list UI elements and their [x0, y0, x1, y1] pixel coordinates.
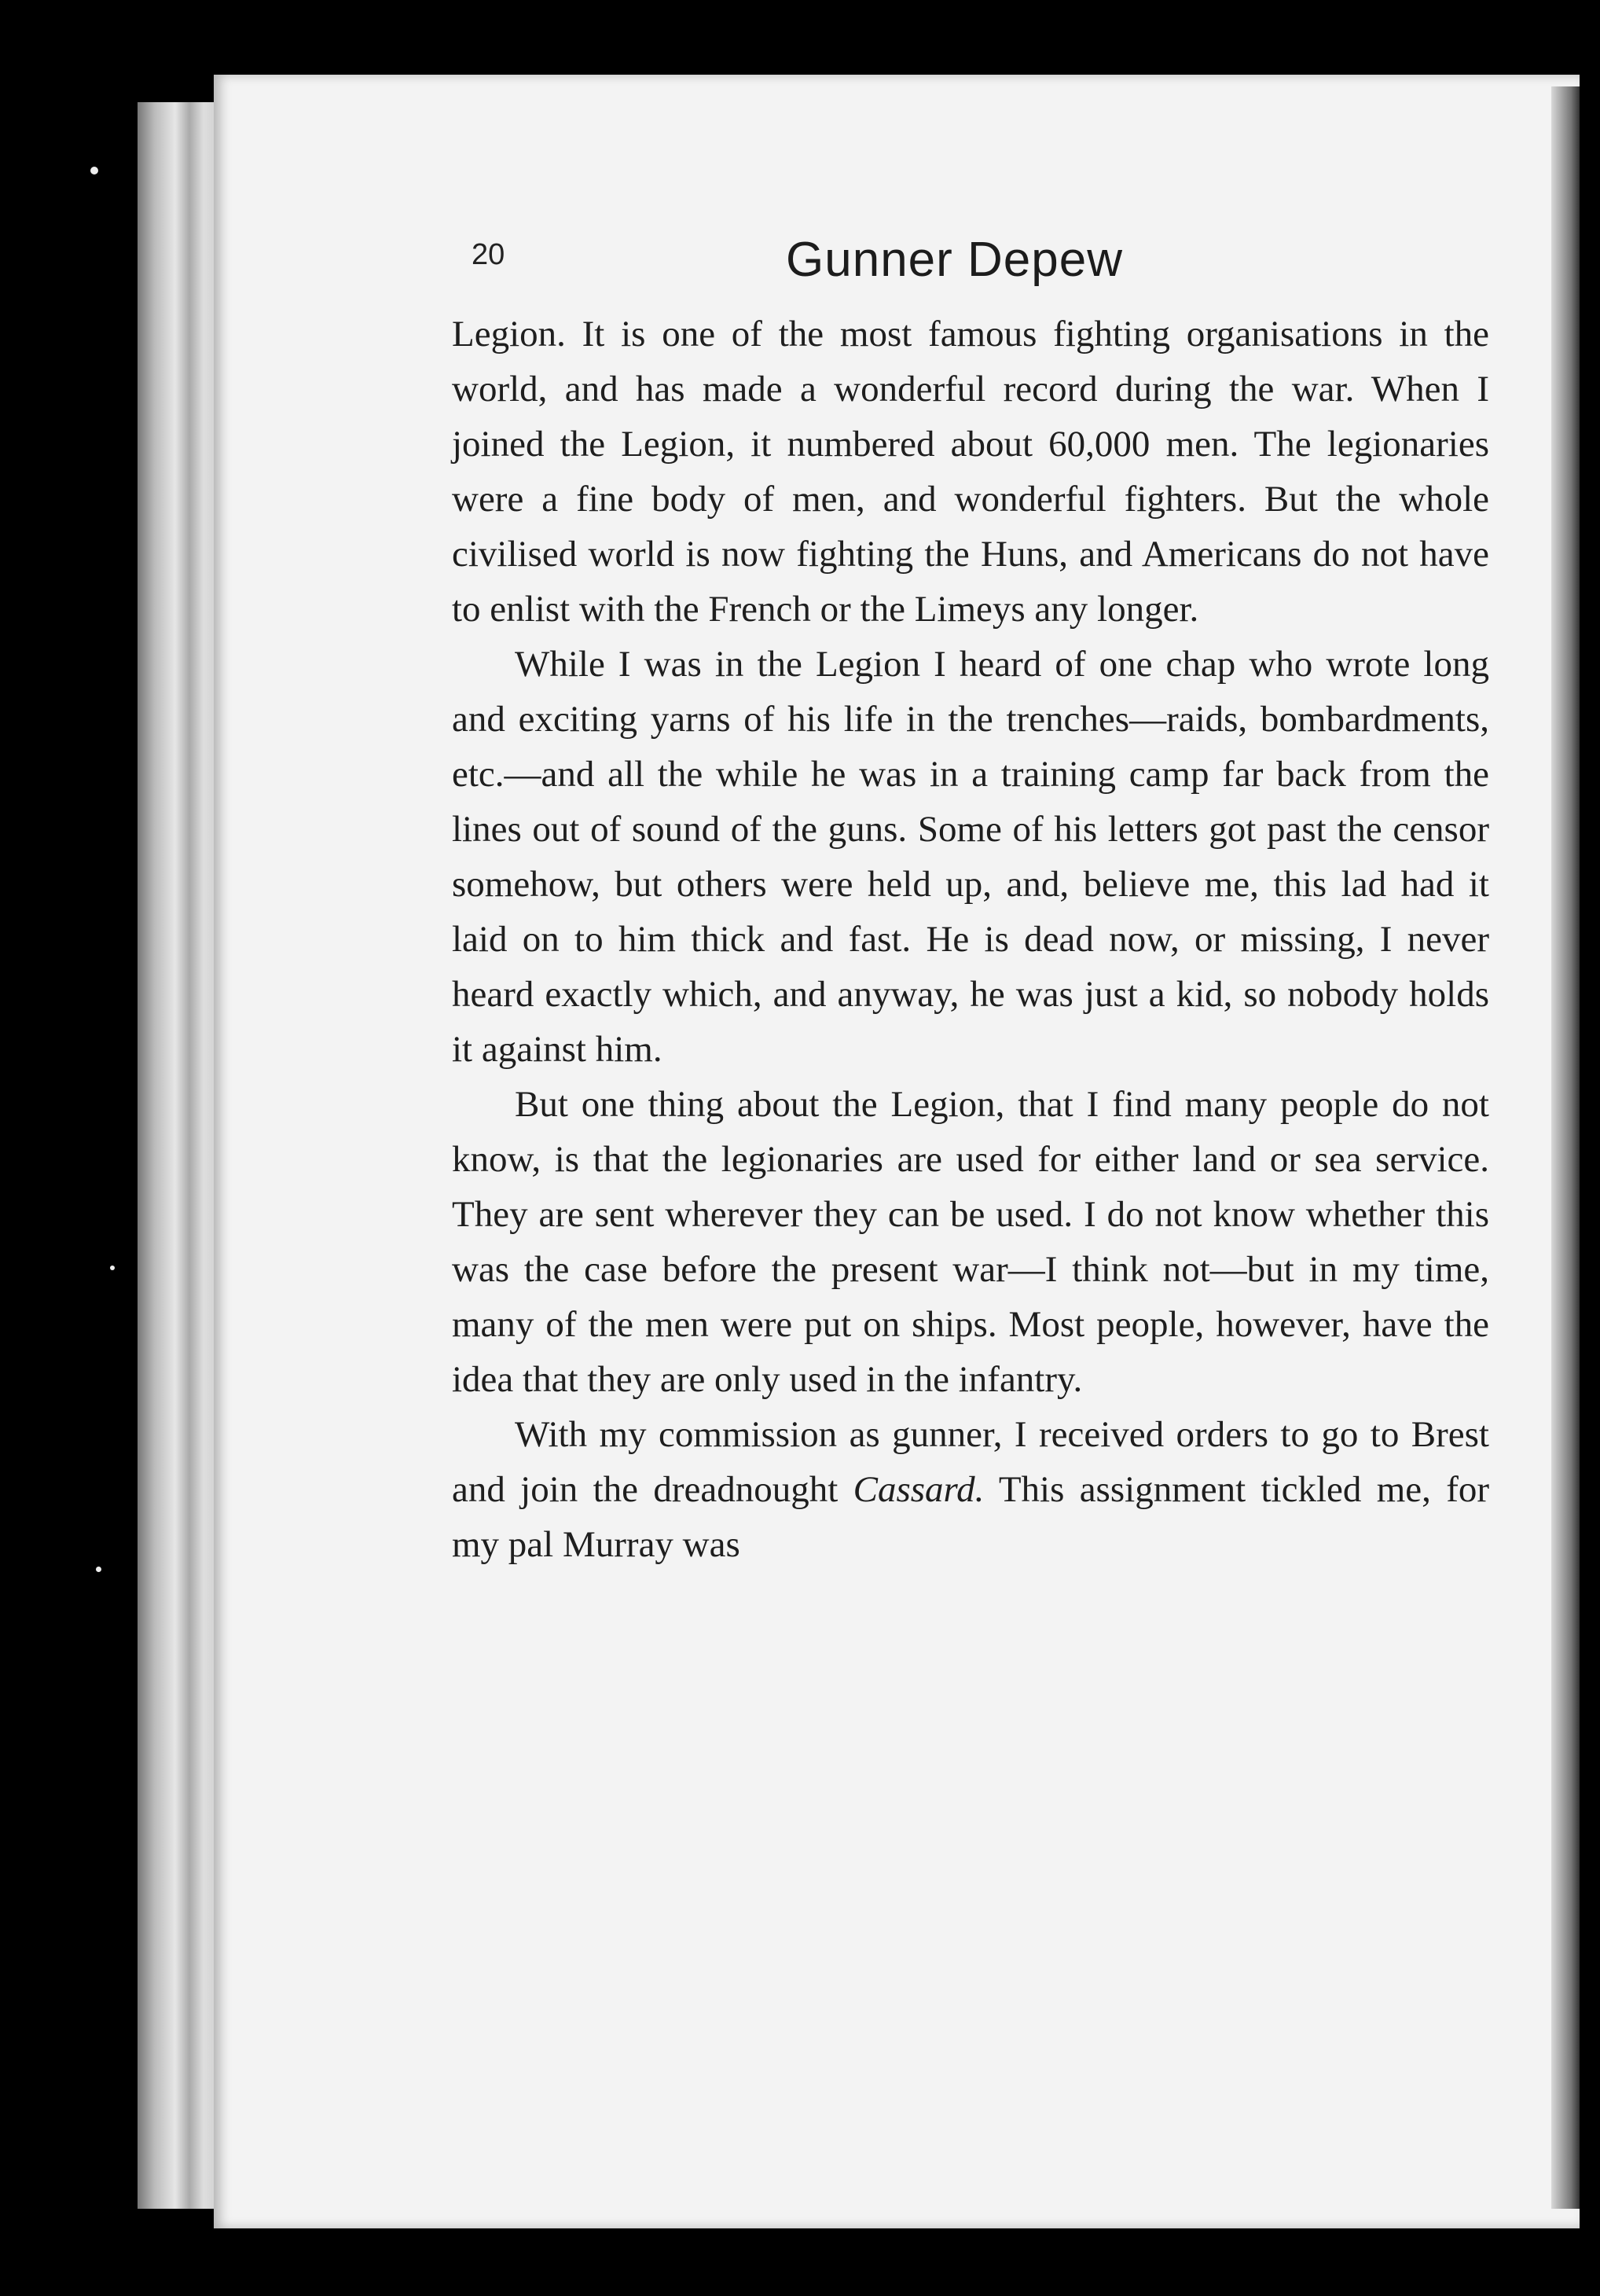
scan-speck	[110, 1266, 115, 1270]
paragraph	[452, 1407, 1489, 1572]
paragraph-text: With my commission as gunner, I received orders to go to Brest and join the dreadnought	[452, 1414, 1489, 1510]
page-header	[472, 232, 1493, 303]
body-text	[452, 307, 1489, 1572]
page-number: 20	[472, 238, 505, 271]
paragraph-text: This assignment tickled me, for my pal Murray was	[452, 1469, 1489, 1565]
paragraph: Legion. It is one of the most famous fighting organisations in the world, and has made a wonderful record during the war. When I joined the Legion, it numbered about 60,000 men. The legionaries were a fine body of men, and wonderful fighters. But the whole civilised world is now fighting the Huns, and Americans do not have to enlist with the French or the Limeys any longer.	[452, 314, 1489, 630]
paragraph: While I was in the Legion I heard of one chap who wrote long and exciting yarns of his life in the trenches—raids, bombardments, etc.—and all the while he was in a training camp far back from the lines out of sound of the guns. Some of his letters got past the censor somehow, but others were held up, and, believe me, this lad had it laid on to him thick and fast. He is dead now, or missing, I never heard exactly which, and anyway, he was just a kid, so nobody holds it against him.	[452, 644, 1489, 1070]
running-title: Gunner Depew	[786, 233, 1124, 287]
paragraph: But one thing about the Legion, that I find many people do not know, is that the legionaries are used for either land or sea service. They are sent wherever they can be used. I do not know whether this was the case before the present war—I think not—but in my time, many of the men were put on ships. Most people, however, have the idea that they are only used in the infantry.	[452, 1084, 1489, 1400]
scan-speck	[90, 167, 98, 174]
gutter-shadow	[1551, 86, 1580, 2209]
scan-speck	[96, 1567, 101, 1572]
ship-name: Cassard.	[853, 1469, 985, 1510]
